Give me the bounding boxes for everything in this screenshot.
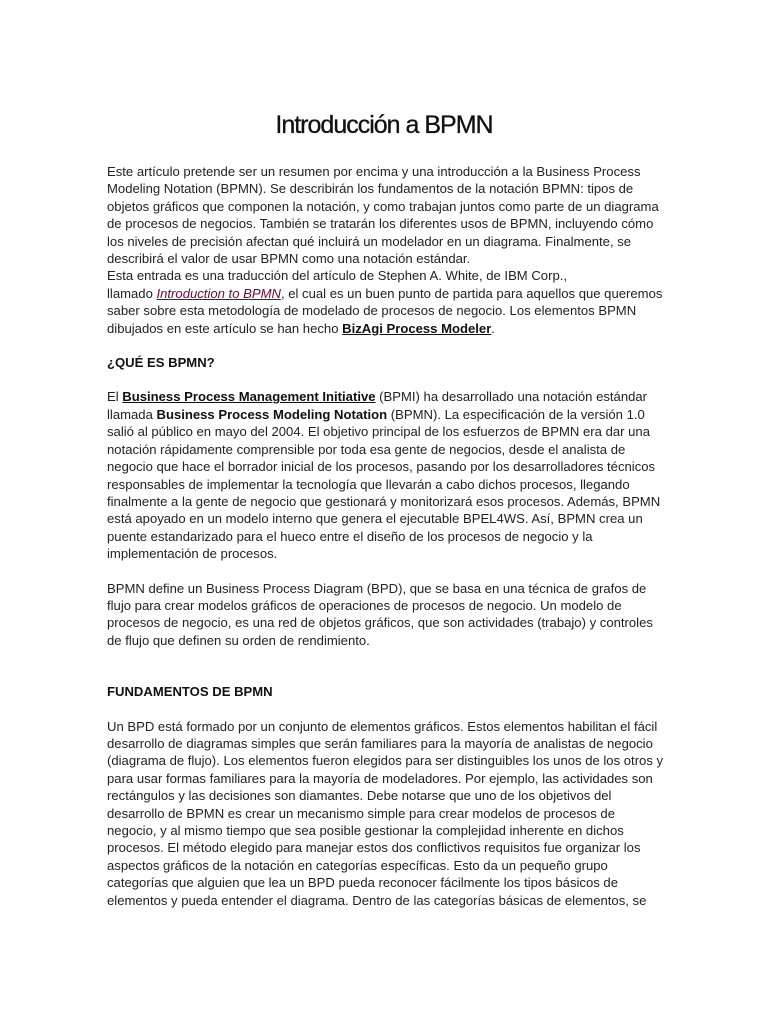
intro-text: Este artículo pretende ser un resumen por encima y una introducción a la Business Process Modeling Notation (BPMN). Se describirán los fundamentos de la notación BPMN: tipos de objetos gráficos que componen la notación, y como trabajan juntos como parte de un diagrama de procesos de negocios. También se tratarán los diferentes usos de BPMN, incluyendo cómo los niveles de precisión afectan qué incluirá un modelador en un diagrama. Finalmente, se describirá el valor de usar BPMN como una notación estándar. — [107, 164, 659, 267]
section-heading-que-es-bpmn: ¿QUÉ ES BPMN? — [107, 355, 215, 371]
document-body — [107, 163, 667, 909]
spacer — [107, 649, 667, 683]
intro-paragraph — [107, 163, 667, 337]
intro-end-text: . — [491, 320, 495, 336]
section-1-paragraph-1 — [107, 388, 667, 562]
spacer — [107, 371, 667, 388]
bpmi-link[interactable]: Business Process Management Initiative — [122, 389, 376, 405]
bizagi-process-modeler-link[interactable]: BizAgi Process Modeler — [342, 320, 492, 336]
intro-continuation-text: , el cual es un buen punto de partida para aquellos que queremos saber sobre esta metodología de modelado de procesos de negocio. Los elementos BPMN dibujados en este artículo se han hecho — [107, 285, 663, 336]
intro-translation-note: Esta entrada es una traducción del artículo de Stephen A. White, de IBM Corp., — [107, 268, 568, 284]
spacer — [107, 701, 667, 718]
spacer — [107, 337, 667, 354]
introduction-to-bpmn-link[interactable]: Introduction to BPMN — [156, 285, 281, 301]
document-title: Introducción a BPMN — [275, 111, 493, 139]
spacer — [107, 563, 667, 580]
section-2-paragraph-1: Un BPD está formado por un conjunto de elementos gráficos. Estos elementos habilitan el fácil desarrollo de diagramas simples que serán familiares para la mayoría de analistas de negocio (diagrama de flujo). Los elementos fueron elegidos para ser distinguibles los unos de los otros y para usar formas familiares para la mayoría de modeladores. Por ejemplo, las actividades son rectángulos y las decisiones son diamantes. Debe notarse que uno de los objetivos del desarrollo de BPMN es crear un mecanismo simple para crear modelos de procesos de negocio, y al mismo tiempo que sea posible gestionar la complejidad inherente en dichos procesos. El método elegido para manejar estos dos conflictivos requisitos fue organizar los aspectos gráficos de la notación en categorías específicas. Esto da un pequeño grupo categorías que alguien que lea un BPD pueda reconocer fácilmente los tipos básicos de elementos y pueda entender el diagrama. Dentro de las categorías básicas de elementos, se — [107, 718, 664, 908]
section-1-text: (BPMI) ha desarrollado una notación estándar llamada — [107, 389, 648, 422]
bpmn-bold-term: Business Process Modeling Notation — [156, 406, 388, 422]
intro-called-text: llamado — [107, 285, 157, 301]
section-heading-fundamentos: FUNDAMENTOS DE BPMN — [107, 684, 273, 700]
section-1-text: El — [107, 389, 123, 405]
section-1-paragraph-2: BPMN define un Business Process Diagram (BPD), que se basa en una técnica de grafos de flujo para crear modelos gráficos de operaciones de procesos de negocio. Un modelo de procesos de negocio, es una red de objetos gráficos, que son actividades (trabajo) y controles de flujo que definen su orden de rendimiento. — [107, 580, 653, 648]
section-1-text: (BPMN). La especificación de la versión 1.0 salió al público en mayo del 2004. El objetivo principal de los esfuerzos de BPMN era dar una notación rápidamente comprensible por toda esa gente de negocios, desde el analista de negocio que hace el borrador inicial de los procesos, pasando por los desarrolladores técnicos responsables de implementar la tecnología que llevarán a cabo dichos procesos, llegando finalmente a la gente de negocio que gestionará y monitorizará esos procesos. Además, BPMN está apoyado en un modelo interno que genera el ejecutable BPEL4WS. Así, BPMN crea un puente estandarizado para el hueco entre el diseño de los procesos de negocio y la implementación de procesos. — [107, 406, 661, 562]
